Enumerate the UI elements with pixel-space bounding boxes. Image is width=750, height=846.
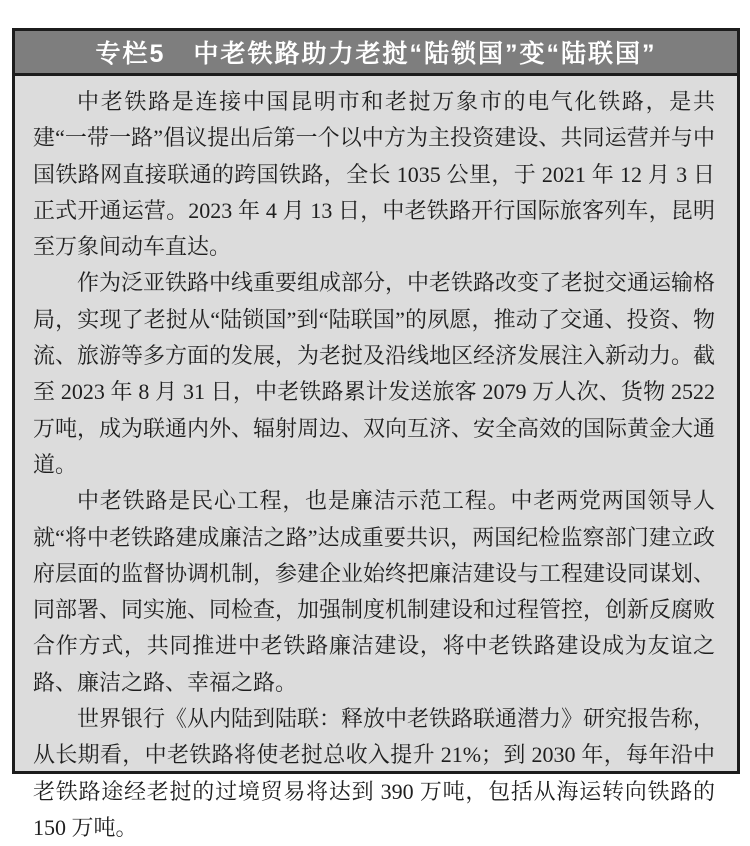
column-title: 中老铁路助力老挝“陆锁国”变“陆联国”	[193, 40, 657, 68]
paragraph-4: 世界银行《从内陆到陆联：释放中老铁路联通潜力》研究报告称，从长期看，中老铁路将使老挝总收入提升 21%；到 2030 年，每年沿中老铁路途经老挝的过境贸易将达到 390 万吨，包括从海运转向铁路的 150 万吨。	[33, 706, 716, 840]
column-badge: 专栏5	[95, 40, 166, 68]
paragraph-3: 中老铁路是民心工程，也是廉洁示范工程。中老两党两国领导人就“将中老铁路建成廉洁之路”达成重要共识，两国纪检监察部门建立政府层面的监督协调机制，参建企业始终把廉洁建设与工程建设同谋划、同部署、同实施、同检查，加强制度机制建设和过程管控，创新反腐败合作方式，共同推进中老铁路廉洁建设，将中老铁路建设成为友谊之路、廉洁之路、幸福之路。	[33, 488, 716, 695]
paragraph-1: 中老铁路是连接中国昆明市和老挝万象市的电气化铁路，是共建“一带一路”倡议提出后第一个以中方为主投资建设、共同运营并与中国铁路网直接联通的跨国铁路，全长 1035 公里，于 2021 年 12 月 3 日正式开通运营。2023 年 4 月 13 日，中老铁路开行国际旅客列车，昆明至万象间动车直达。	[33, 89, 715, 260]
paragraph-2: 作为泛亚铁路中线重要组成部分，中老铁路改变了老挝交通运输格局，实现了老挝从“陆锁国”到“陆联国”的夙愿，推动了交通、投资、物流、旅游等多方面的发展，为老挝及沿线地区经济发展注入新动力。截至 2023 年 8 月 31 日，中老铁路累计发送旅客 2079 万人次、货物 2522 万吨，成为联通内外、辐射周边、双向互济、安全高效的国际黄金大通道。	[33, 270, 716, 477]
column-box	[12, 28, 740, 840]
column-body	[15, 76, 737, 846]
column-header	[15, 31, 737, 76]
